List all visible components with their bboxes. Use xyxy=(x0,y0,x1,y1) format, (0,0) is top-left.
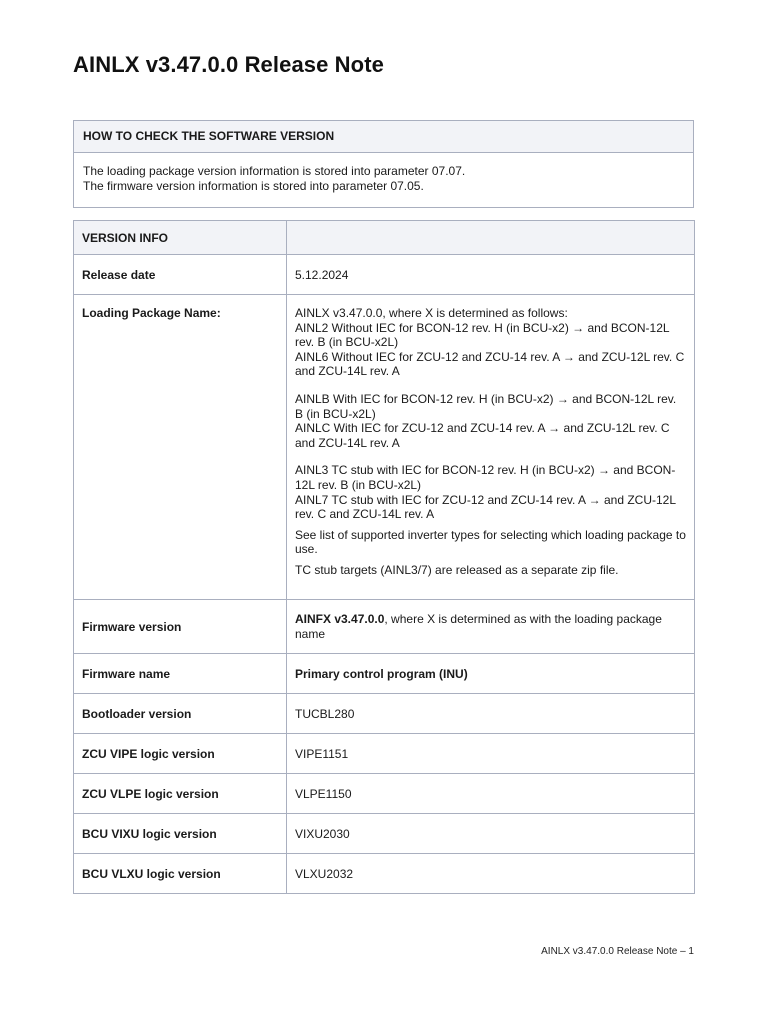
check-version-line-2: The firmware version information is stored into parameter 07.05. xyxy=(83,178,424,193)
firmware-name-value: Primary control program (INU) xyxy=(287,654,695,694)
check-version-header: HOW TO CHECK THE SOFTWARE VERSION xyxy=(74,121,693,153)
table-row xyxy=(74,814,695,854)
table-row xyxy=(74,694,695,734)
zcu-vipe-value: VIPE1151 xyxy=(287,734,695,774)
bcu-vixu-value: VIXU2030 xyxy=(287,814,695,854)
zcu-vlpe-label: ZCU VLPE logic version xyxy=(74,774,287,814)
inverter-types-note: See list of supported inverter types for selecting which loading package to use. xyxy=(295,527,686,557)
table-row xyxy=(74,295,695,600)
page-title: AINLX v3.47.0.0 Release Note xyxy=(73,52,384,77)
tc-stub-note: TC stub targets (AINL3/7) are released as a separate zip file. xyxy=(295,562,619,577)
firmware-version-value xyxy=(287,600,695,654)
ainl6-line: AINL6 Without IEC for ZCU-12 and ZCU-14 rev. A → and ZCU-12L rev. C and ZCU-14L rev. A xyxy=(295,349,685,379)
page-footer: AINLX v3.47.0.0 Release Note – 1 xyxy=(541,946,694,957)
ainl3-line: AINL3 TC stub with IEC for BCON-12 rev. H (in BCU-x2) → and BCON-12L rev. B (in BCU-x2L) xyxy=(295,463,676,492)
bcu-vixu-label: BCU VIXU logic version xyxy=(74,814,287,854)
check-version-body xyxy=(74,153,693,193)
ainlc-line: AINLC With IEC for ZCU-12 and ZCU-14 rev. A → and ZCU-12L rev. C and ZCU-14L rev. A xyxy=(295,421,670,450)
table-row xyxy=(74,854,695,894)
ainlb-line: AINLB With IEC for BCON-12 rev. H (in BCU-x2) → and BCON-12L rev. B (in BCU-x2L) xyxy=(295,391,677,421)
release-date-value: 5.12.2024 xyxy=(287,255,695,295)
table-row xyxy=(74,734,695,774)
table-row xyxy=(74,654,695,694)
ainl7-line: AINL7 TC stub with IEC for ZCU-12 and ZCU-14 rev. A → and ZCU-12L rev. C and ZCU-14L rev. A xyxy=(295,492,676,522)
firmware-version-bold: AINFX v3.47.0.0 xyxy=(295,612,385,626)
check-version-line-1: The loading package version information is stored into parameter 07.07. xyxy=(83,164,466,178)
ainl2-line: AINL2 Without IEC for BCON-12 rev. H (in BCU-x2) → and BCON-12L rev. B (in BCU-x2L) xyxy=(295,320,670,350)
version-info-header-empty xyxy=(287,221,695,255)
firmware-version-label: Firmware version xyxy=(74,600,287,654)
table-row xyxy=(74,255,695,295)
version-info-table xyxy=(73,220,695,894)
release-date-label: Release date xyxy=(74,255,287,295)
table-header-row xyxy=(74,221,695,255)
bcu-vlxu-label: BCU VLXU logic version xyxy=(74,854,287,894)
zcu-vipe-label: ZCU VIPE logic version xyxy=(74,734,287,774)
bootloader-label: Bootloader version xyxy=(74,694,287,734)
loading-package-intro: AINLX v3.47.0.0, where X is determined as follows: xyxy=(295,306,568,320)
loading-package-value xyxy=(287,295,695,600)
bootloader-value: TUCBL280 xyxy=(287,694,695,734)
loading-package-label: Loading Package Name: xyxy=(74,295,287,600)
version-info-header: VERSION INFO xyxy=(74,221,287,255)
check-version-box xyxy=(73,120,694,208)
firmware-version-rest: , where X is determined as with the loading package name xyxy=(295,612,662,641)
table-row xyxy=(74,600,695,654)
zcu-vlpe-value: VLPE1150 xyxy=(287,774,695,814)
table-row xyxy=(74,774,695,814)
firmware-name-label: Firmware name xyxy=(74,654,287,694)
bcu-vlxu-value: VLXU2032 xyxy=(287,854,695,894)
